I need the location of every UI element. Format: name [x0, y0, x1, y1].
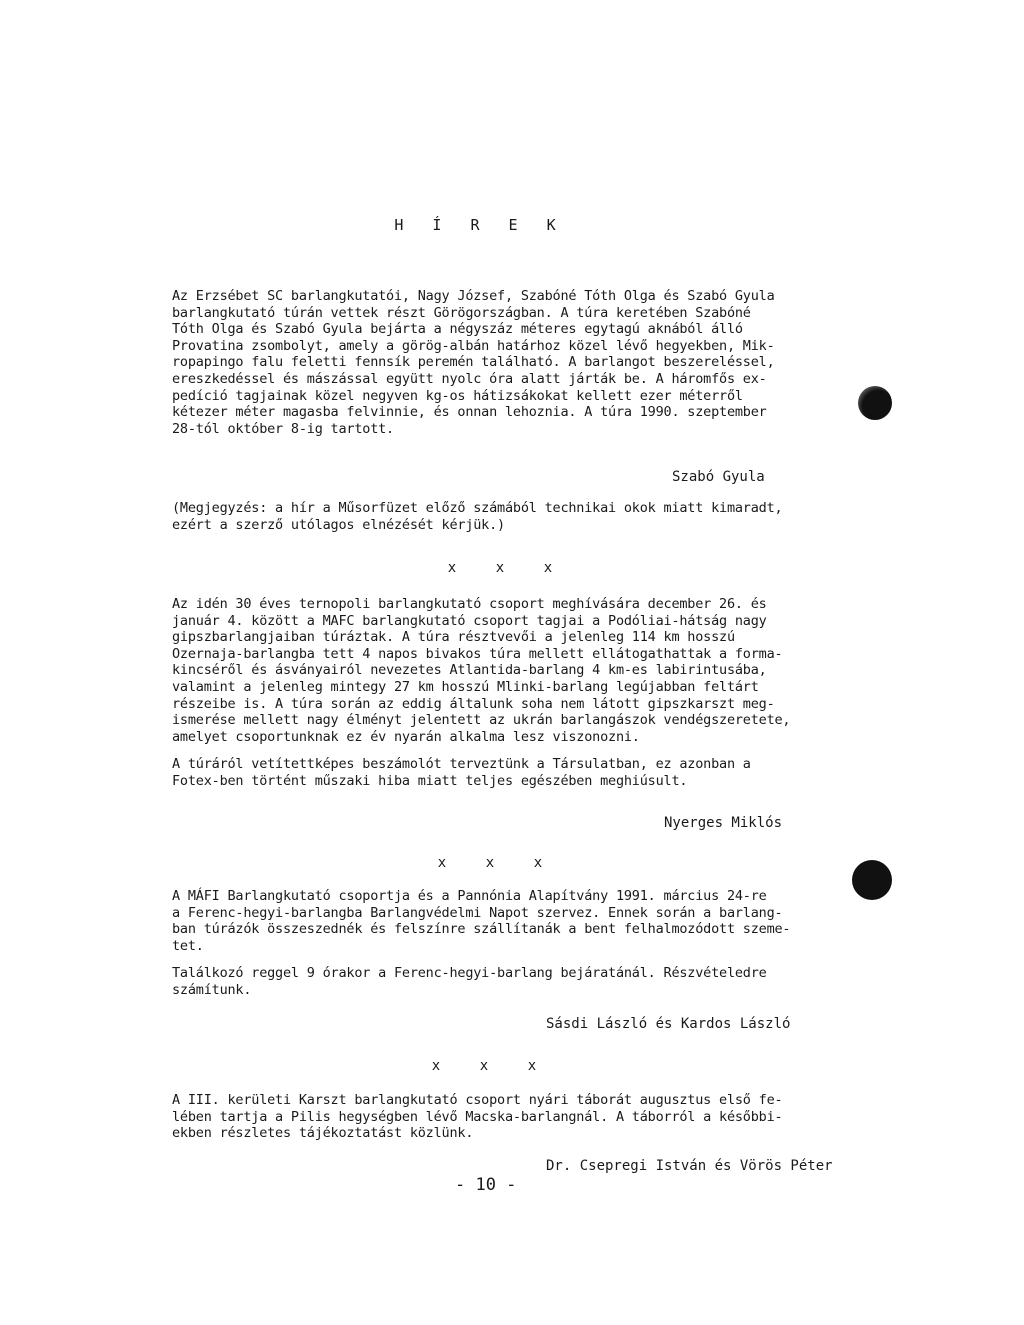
- text-line: barlangkutató túrán vettek részt Görögországban. A túra keretében Szabóné: [172, 304, 751, 321]
- article-3-author: Sásdi László és Kardos László: [546, 1016, 791, 1032]
- text-line: Ozernaja-barlangba tett 4 napos bivakos túra mellett ellátogathattak a forma-: [172, 645, 783, 662]
- article-4-author: Dr. Csepregi István és Vörös Péter: [546, 1158, 833, 1174]
- text-line: lében tartja a Pilis hegységben lévő Macska-barlangnál. A táborról a későbbi-: [172, 1108, 783, 1125]
- text-line: (Megjegyzés: a hír a Műsorfüzet előző számából technikai okok miatt kimaradt,: [172, 500, 783, 516]
- text-line: ezért a szerző utólagos elnézését kérjük.): [172, 516, 505, 533]
- text-line: kétezer méter magasba felvinnie, és onnan lehoznia. A túra 1990. szeptember: [172, 404, 767, 421]
- text-line: Az idén 30 éves ternopoli barlangkutató csoport meghívására december 26. és: [172, 596, 767, 612]
- text-line: számítunk.: [172, 981, 252, 998]
- text-line: Provatina zsombolyt, amely a görög-albán határhoz közel lévő hegyekben, Mik-: [172, 337, 775, 354]
- text-line: gipszbarlangjaiban túráztak. A túra résztvevői a jelenleg 114 km hosszú: [172, 629, 735, 646]
- text-line: kincséről és ásványairól nevezetes Atlantida-barlang 4 km-es labirintusába,: [172, 662, 767, 679]
- text-line: Az Erzsébet SC barlangkutatói, Nagy József, Szabóné Tóth Olga és Szabó Gyula: [172, 288, 775, 304]
- text-line: Fotex-ben történt műszaki hiba miatt teljes egészében meghiúsult.: [172, 772, 688, 789]
- text-line: A túráról vetítettképes beszámolót terveztünk a Társulatban, ez azonban a: [172, 756, 751, 772]
- page-number: - 10 -: [455, 1175, 517, 1195]
- section-separator: x x x: [431, 1058, 537, 1074]
- text-line: ropapingo falu feletti fennsík peremén található. A barlangot beszereléssel,: [172, 354, 775, 371]
- article-2-author: Nyerges Miklós: [664, 815, 783, 831]
- text-line: Találkozó reggel 9 órakor a Ferenc-hegyi-barlang bejáratánál. Részvételedre: [172, 965, 767, 981]
- article-2-body: [172, 596, 828, 745]
- text-line: ismerése mellett nagy élményt jelentett az ukrán barlangászok vendégszeretete,: [172, 712, 791, 729]
- text-line: részeibe is. A túra során az eddig általunk soha nem látott gipszkarszt meg-: [172, 695, 775, 712]
- article-1-author: Szabó Gyula: [672, 469, 765, 485]
- article-2-body-2: [172, 756, 828, 789]
- text-line: tet.: [172, 937, 204, 954]
- punch-hole: [858, 386, 892, 420]
- text-line: ekben részletes tájékoztatást közlünk.: [172, 1125, 474, 1142]
- text-line: A MÁFI Barlangkutató csoportja és a Pannónia Alapítvány 1991. március 24-re: [172, 888, 767, 904]
- article-1-note: [172, 500, 828, 533]
- text-line: pedíció tagjainak közel negyven kg-os hátizsákokat kellett ezer méterről: [172, 387, 743, 404]
- text-line: a Ferenc-hegyi-barlangba Barlangvédelmi Napot szervez. Ennek során a barlang-: [172, 904, 783, 921]
- text-line: amelyet csoportunknak ez év nyarán alkalma lesz viszonozni.: [172, 728, 640, 745]
- article-3-body: [172, 888, 828, 954]
- text-line: 28-tól október 8-ig tartott.: [172, 420, 394, 437]
- article-3-body-2: [172, 965, 828, 998]
- text-line: ban túrázók összeszednék és felszínre szállítanák a bent felhalmozódott szeme-: [172, 921, 791, 938]
- text-line: január 4. között a MAFC barlangkutató csoport tagjai a Podóliai-hátság nagy: [172, 612, 767, 629]
- text-line: A III. kerületi Karszt barlangkutató csoport nyári táborát augusztus első fe-: [172, 1092, 783, 1108]
- section-separator: x x x: [447, 560, 553, 576]
- section-separator: x x x: [437, 855, 543, 871]
- punch-hole: [852, 860, 892, 900]
- page-title: H Í R E K: [394, 216, 566, 234]
- text-line: Tóth Olga és Szabó Gyula bejárta a négyszáz méteres egytagú aknából álló: [172, 321, 743, 338]
- text-line: ereszkedéssel és mászással együtt nyolc óra alatt járták be. A háromfős ex-: [172, 370, 767, 387]
- article-4-body: [172, 1092, 828, 1142]
- text-line: valamint a jelenleg mintegy 27 km hosszú Mlinki-barlang legújabban feltárt: [172, 678, 759, 695]
- article-1-body: [172, 288, 828, 437]
